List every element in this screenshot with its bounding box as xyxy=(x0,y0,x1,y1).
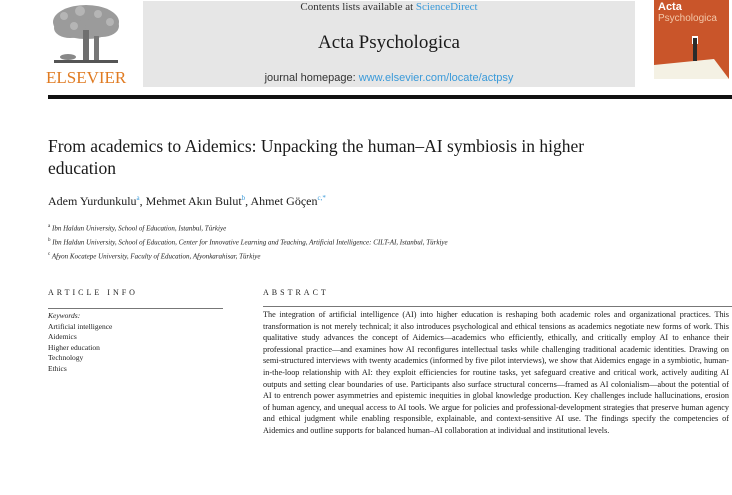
elsevier-wordmark: ELSEVIER xyxy=(46,68,127,87)
journal-cover-thumbnail[interactable] xyxy=(654,0,729,79)
header-divider xyxy=(48,95,732,99)
abstract-body: The integration of artificial intelligence (AI) into higher education is reshaping both academic roles and organizational practices. This transformation is not merely technical; it also introduces psychological and ethical tensions as academics negotiate new forms of work. This qualitative study advances the concept of Aidemics—academics who efficiently, ethically, and critically employ AI to enhance their professional practice—and examines how AI reconfigures intellectual tasks while challenging traditional academic identities. Drawing on semi-structured interviews with twenty academics (informed by five pilot interviews), we show that Aidemics engage in a symbiotic, human-in-the-loop relationship with AI: they exploit efficiencies for routine tasks, yet safeguard creative and critical work, actively auditing AI outputs and setting clear boundaries of use. Participants also surface structural concerns—framed as AI colonialism—about the potential of AI to entrench power asymmetries and epistemic inequities in global knowledge production. Key challenges include hallucinations, erosion of human agency, and unequal access to AI tools. We argue for policies and professional-development strategies that preserve human agency and ethical judgment while enabling responsible, explainable, and context-sensitive AI use. The findings specify the competencies of Aidemics and outline supports for balanced human–AI collaboration at individual and institutional levels. xyxy=(263,310,729,435)
affiliation-mark[interactable]: b xyxy=(241,194,246,202)
keyword: Higher education xyxy=(48,342,100,352)
keywords-label: Keywords: xyxy=(48,311,81,320)
article-info-divider xyxy=(48,308,223,309)
contents-line xyxy=(143,1,635,13)
affiliation-mark[interactable]: c,* xyxy=(317,194,326,202)
elsevier-logo[interactable] xyxy=(46,0,126,88)
journal-title: Acta Psychologica xyxy=(318,32,460,53)
article-title: From academics to Aidemics: Unpacking the human–AI symbiosis in higher education xyxy=(48,136,585,178)
affiliation: $^b$ Ibn Haldun University, School of Education, Center for Innovative Learning and Teaching, Artificial Intelligence: CILT-AI, Istanbul, Türkiye xyxy=(48,237,448,247)
journal-banner xyxy=(143,1,635,87)
contents-prefix: Contents lists available at xyxy=(300,1,416,13)
cover-title-line2: Psychologica xyxy=(658,13,717,24)
sciencedirect-link[interactable]: ScienceDirect xyxy=(415,1,478,13)
keyword: Technology xyxy=(48,353,84,362)
journal-homepage-link[interactable]: www.elsevier.com/locate/actpsy xyxy=(358,72,514,84)
abstract-heading: ABSTRACT xyxy=(263,288,329,297)
affiliation: $^a$ Ibn Haldun University, School of Education, Istanbul, Türkiye xyxy=(48,224,227,233)
homepage-prefix: journal homepage: xyxy=(264,72,359,84)
elsevier-tree-icon xyxy=(50,2,122,68)
keyword: Artificial intelligence xyxy=(48,321,113,331)
author[interactable]: Adem Yurdunkulu$^a$ xyxy=(48,194,140,208)
cover-person-icon xyxy=(693,38,697,61)
abstract-divider xyxy=(263,306,732,307)
homepage-line xyxy=(143,72,635,84)
keywords-list xyxy=(48,311,112,374)
journal-header xyxy=(0,0,732,100)
affiliation: $^c$ Afyon Kocatepe University, Faculty of Education, Afyonkarahisar, Türkiye xyxy=(48,251,261,260)
cover-title-line1: Acta xyxy=(658,1,682,13)
author-list: Adem Yurdunkulu$^a$, Mehmet Akın Bulut$^b$, Ahmet Göçen$^{c,*}$ xyxy=(48,194,326,208)
keyword: Ethics xyxy=(48,363,67,373)
affiliations xyxy=(48,221,448,262)
author[interactable]: Mehmet Akın Bulut$^b$ xyxy=(145,194,246,208)
cover-floor-graphic xyxy=(654,59,729,79)
author[interactable]: Ahmet Göçen$^{c,*}$ xyxy=(250,194,326,208)
article-info-heading: ARTICLE INFO xyxy=(48,288,138,297)
keyword: Aidemics xyxy=(48,332,77,341)
affiliation-mark[interactable]: a xyxy=(136,194,140,202)
